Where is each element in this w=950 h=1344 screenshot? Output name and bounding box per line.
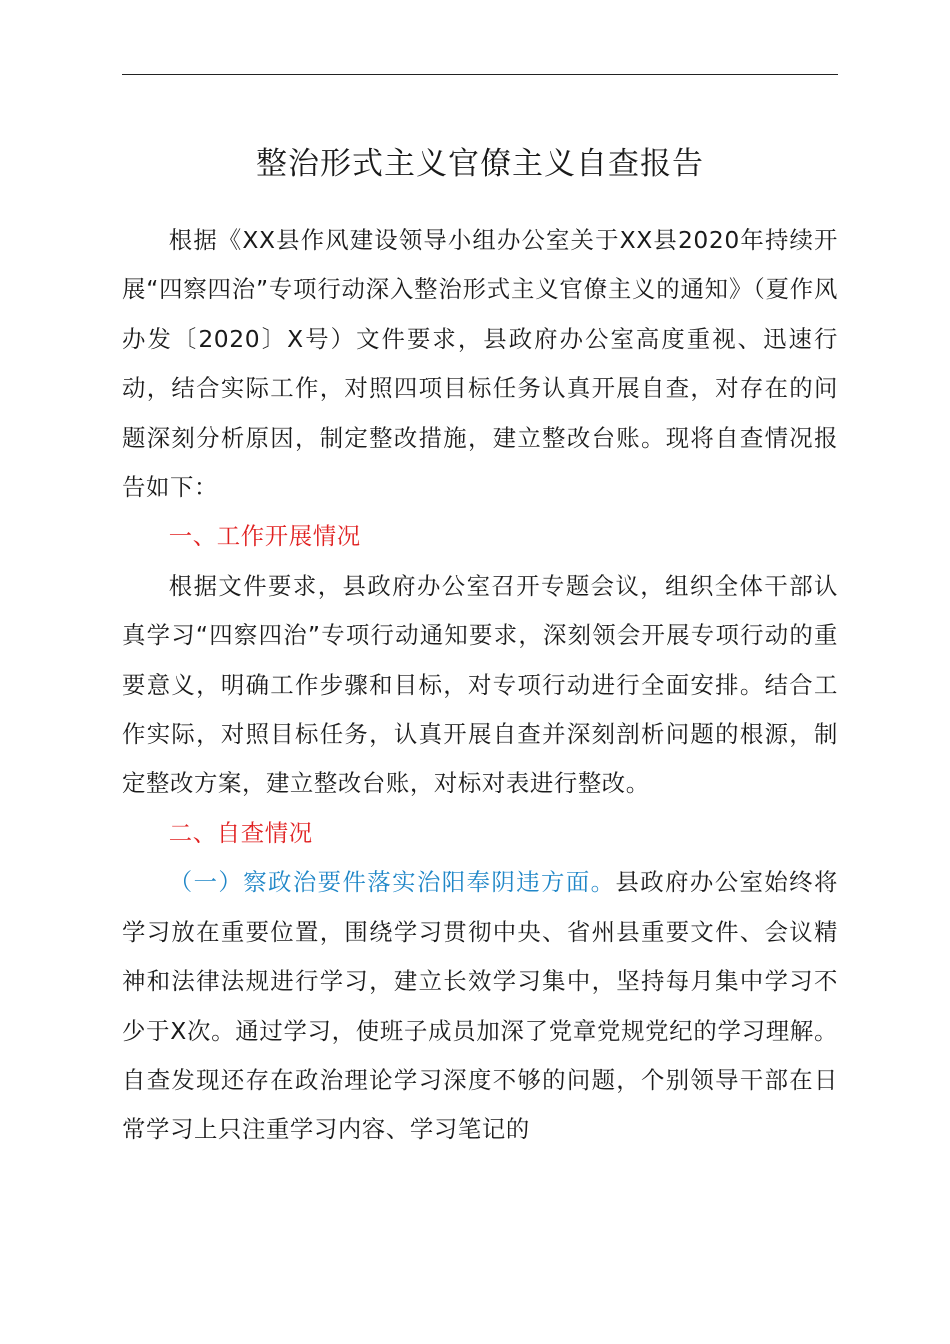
work-paragraph: 根据文件要求，县政府办公室召开专题会议，组织全体干部认真学习“四察四治”专项行动通知要求，深刻领会开展专项行动的重要意义，明确工作步骤和目标，对专项行动进行全面安排。结合工作实际，对照目标任务，认真开展自查并深刻剖析问题的根源，制定整改方案，建立整改台账，对标对表进行整改。	[122, 571, 838, 798]
section-heading-work: 一、工作开展情况	[168, 522, 361, 551]
document-body	[122, 216, 838, 1155]
document-title: 整治形式主义官僚主义自查报告	[256, 146, 704, 182]
section-heading-selfcheck: 二、自查情况	[168, 818, 313, 847]
subsection-text-political: 县政府办公室始终将学习放在重要位置，围绕学习贯彻中央、省州县重要文件、会议精神和法律法规进行学习，建立长效学习集中，坚持每月集中学习不少于X次。通过学习，使班子成员加深了党章党规党纪的学习理解。自查发现还存在政治理论学习深度不够的问题，个别领导干部在日常学习上只注重学习内容、学习笔记的	[122, 868, 838, 1144]
intro-paragraph: 根据《XX县作风建设领导小组办公室关于XX县2020年持续开展“四察四治”专项行动深入整治形式主义官僚主义的通知》（夏作风办发〔2020〕X号）文件要求，县政府办公室高度重视、迅速行动，结合实际工作，对照四项目标任务认真开展自查，对存在的问题深刻分析原因，制定整改措施，建立整改台账。现将自查情况报告如下：	[122, 226, 838, 502]
subsection-heading-political: （一）察政治要件落实治阳奉阴违方面。	[168, 868, 616, 897]
header-rule	[122, 74, 838, 75]
selfcheck-paragraph	[122, 858, 838, 1154]
